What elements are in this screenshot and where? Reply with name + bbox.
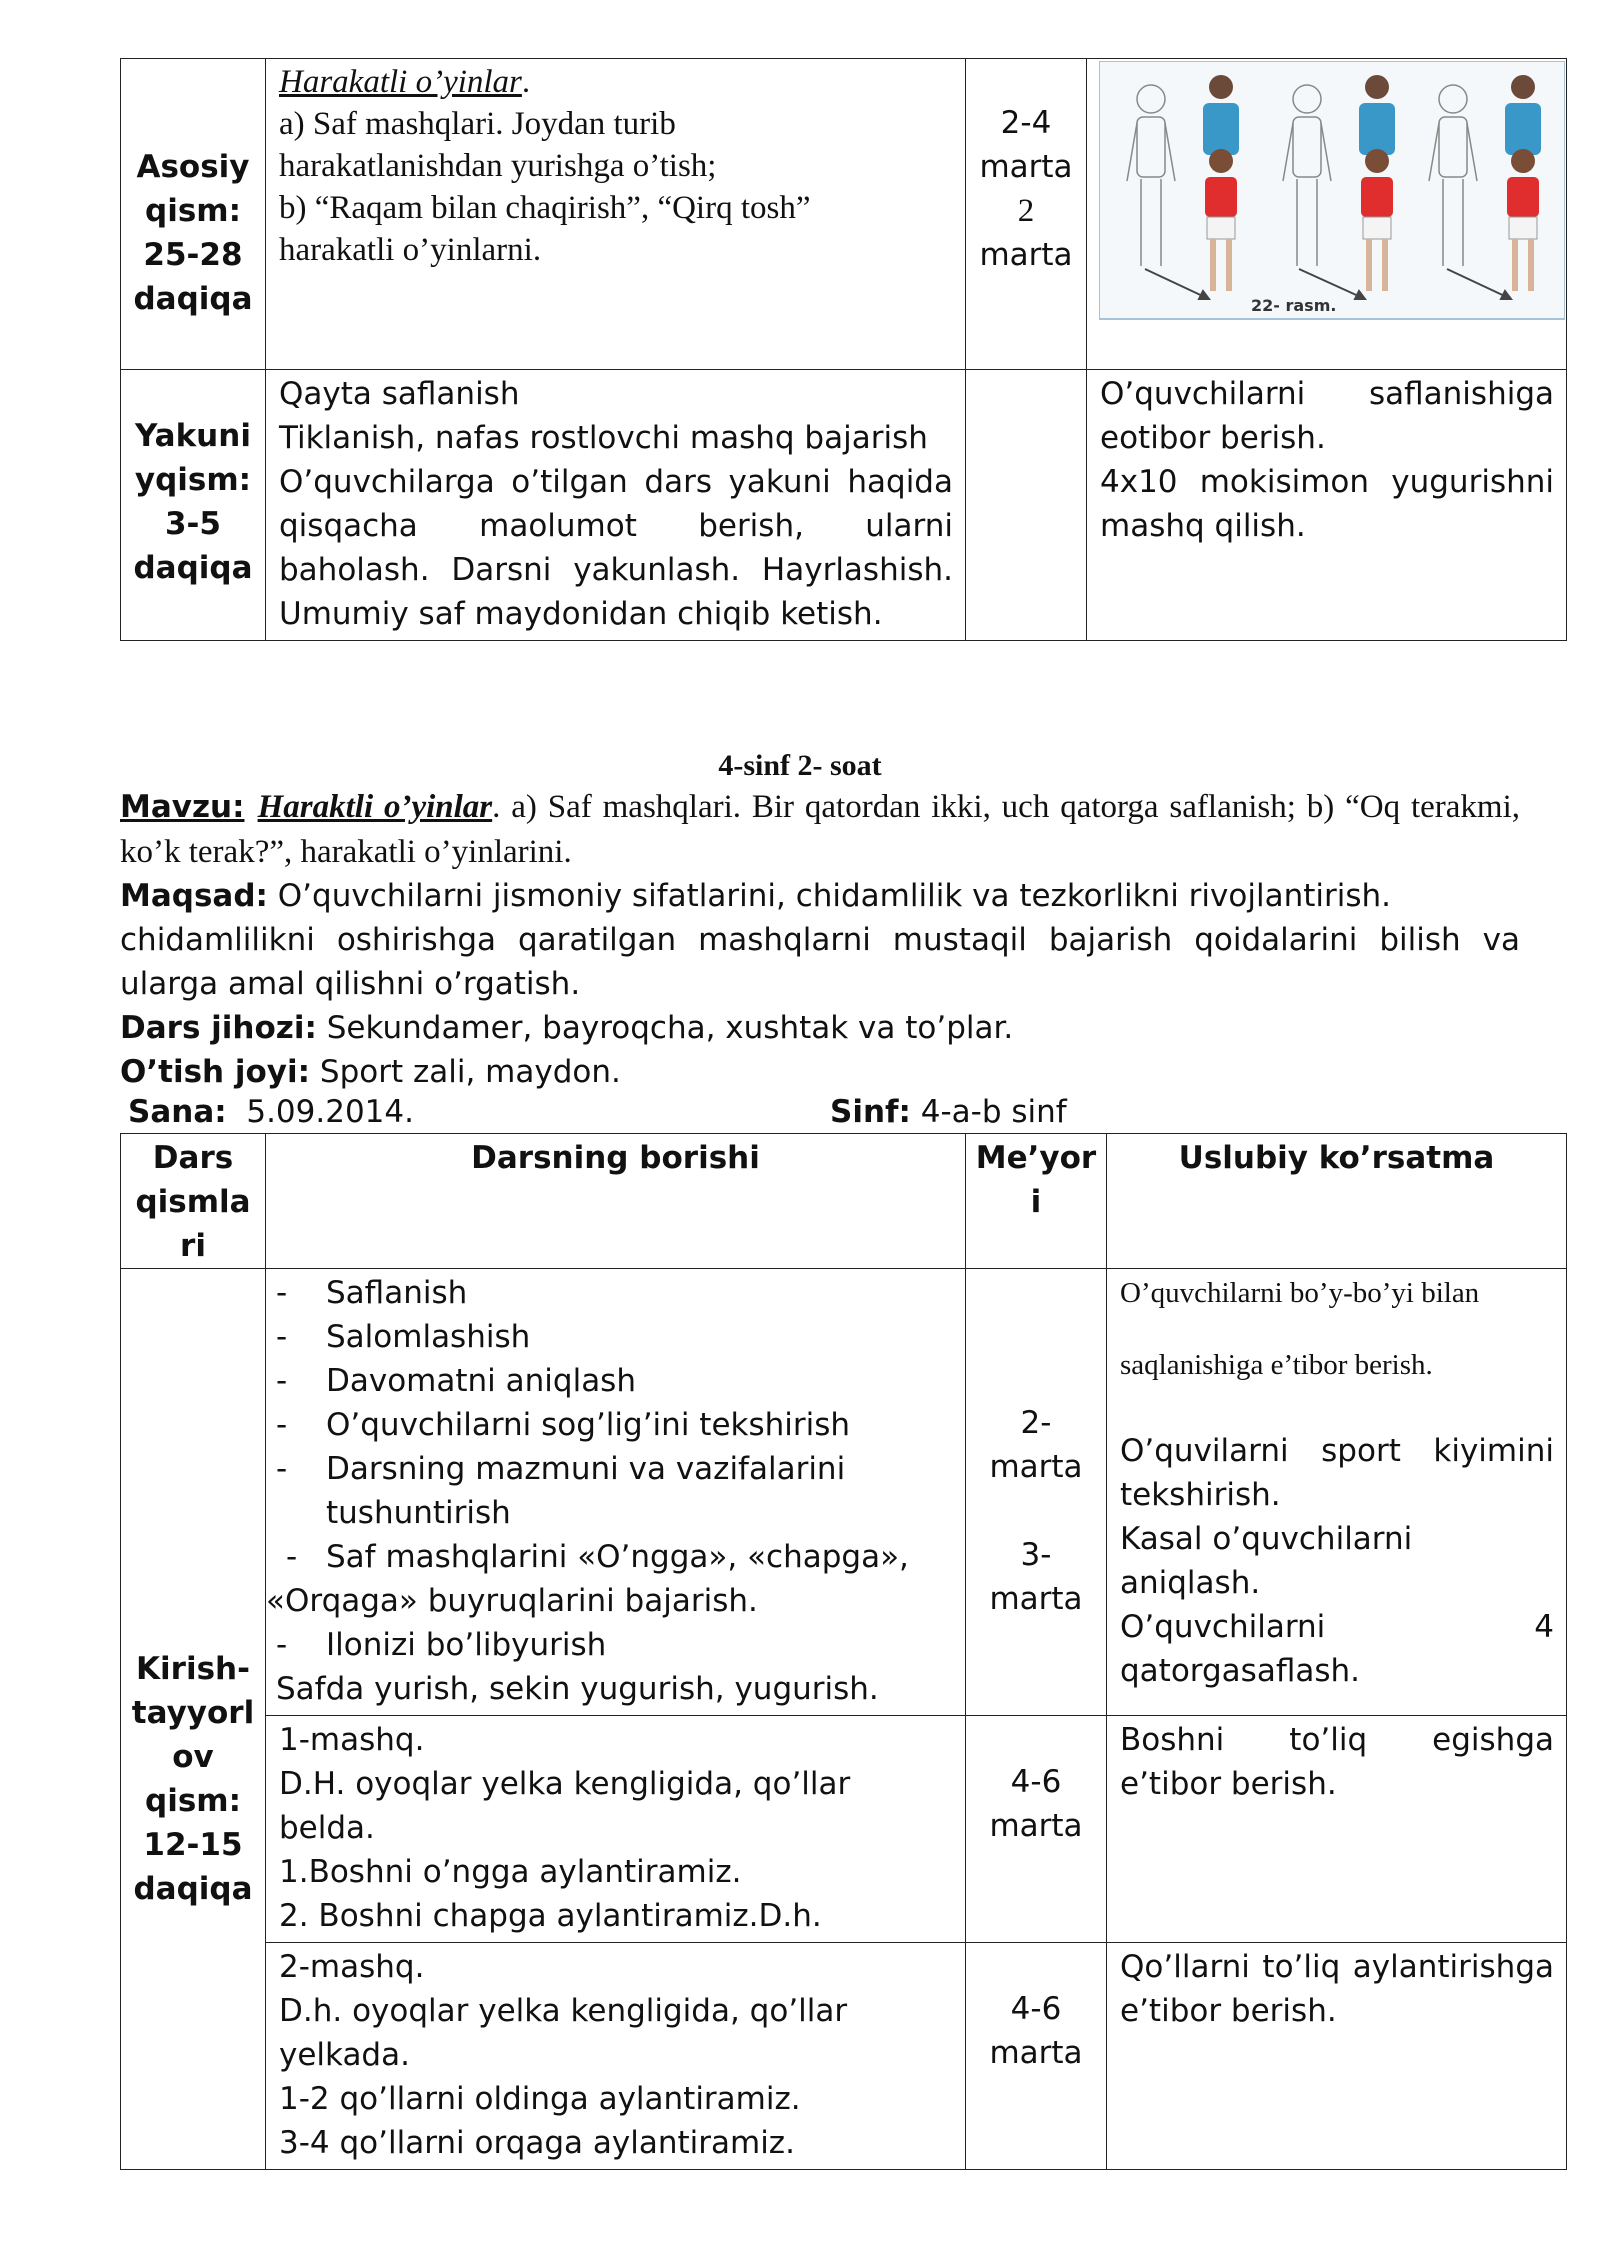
- method-note-3: Qo’llarni to’liq aylantirishga e’tibor berish.: [1120, 1949, 1554, 2029]
- note-line: O’quvchilarni saflanishiga eotibor berish.: [1100, 376, 1554, 456]
- mashq-2: 2-mashq. D.h. oyoqlar yelka kengligida, qo’llar yelkada. 1-2 qo’llarni oldinga aylantiramiz. 3-4 qo’llarni orqaga aylantiramiz.: [279, 1949, 848, 2161]
- content-line: b) “Raqam bilan chaqirish”, “Qirq tosh”: [279, 190, 811, 226]
- dose-asosiy: 2-4 marta 2 marta: [979, 105, 1073, 273]
- header-parts: Dars qismla ri: [121, 1134, 266, 1269]
- dose-1: 2- marta 3- marta: [989, 1405, 1083, 1617]
- yakuni-notes: [1087, 370, 1566, 552]
- content-cell-yakuni: [266, 370, 966, 641]
- part-cell-kirish: [121, 1269, 266, 2170]
- method-cell-3: [1107, 1943, 1567, 2170]
- list-item: - Davomatni aniqlash: [276, 1363, 636, 1399]
- content-line: Tiklanish, nafas rostlovchi mashq bajarish: [279, 420, 928, 456]
- dose-cell-asosiy: [966, 59, 1087, 370]
- list-item: - Darsning mazmuni va vazifalarini tushuntirish: [276, 1451, 846, 1531]
- method-note-2: Boshni to’liq egishga e’tibor berish.: [1120, 1722, 1554, 1802]
- lesson-plan-table: [120, 1133, 1567, 2170]
- sinf-line: [830, 1090, 1067, 1134]
- dose-3: 4-6 marta: [989, 1991, 1083, 2071]
- header-progress: Darsning borishi: [266, 1134, 966, 1269]
- figure-caption: 22- rasm.: [1251, 296, 1337, 315]
- table-row: [121, 1269, 1567, 1716]
- yakuni-content: [266, 370, 965, 640]
- progress-list: [266, 1269, 965, 1715]
- mavzu-line: [120, 784, 1520, 874]
- content-line: harakatli o’yinlarni.: [279, 232, 542, 268]
- method-notes-1: O’quvchilarni bo’y-bo’yi bilan saqlanishiga e’tibor berish. O’quvilarni sport kiyimini tekshirish. Kasal o’quvchilarni aniqlash. O’quvchilarni 4 qatorgasaflash.: [1120, 1277, 1554, 1689]
- list-item-last: Safda yurish, sekin yugurish, yugurish.: [276, 1671, 879, 1707]
- jihoz-line: Dars jihozi: Sekundamer, bayroqcha, xushtak va to’plar.: [120, 1010, 1014, 1046]
- mavzu-label: Mavzu:: [120, 789, 245, 825]
- list-item-cont: «Orqaga» buyruqlarini bajarish.: [266, 1583, 758, 1619]
- table-row: [121, 1943, 1567, 2170]
- topic-title: Harakatli o’yinlar: [279, 64, 522, 100]
- list-item: - Salomlashish: [276, 1319, 531, 1355]
- content-cell-asosiy: [266, 59, 966, 370]
- mavzu-title: Haraktli o’yinlar: [257, 789, 493, 825]
- part-label-asosiy: Asosiy qism: 25-28 daqiqa: [133, 149, 253, 317]
- mavzu-text: . a) Saf mashqlari. Bir qatordan ikki, uch qatorga saflanish; b) “Oq terakmi, ko’k terak?”, harakatli o’yinlarini.: [120, 789, 1520, 870]
- content-line: a) Saf mashqlari. Joydan turib: [279, 106, 676, 142]
- progress-cell-3: [266, 1943, 966, 2170]
- method-cell-1: [1107, 1269, 1567, 1716]
- part-label-yakuni: Yakuni yqism: 3-5 daqiqa: [133, 418, 253, 586]
- sinf-value: 4-a-b sinf: [920, 1094, 1067, 1130]
- dose-cell-yakuni: [966, 370, 1087, 641]
- sana-label: Sana:: [128, 1094, 227, 1130]
- content-line: O’quvchilarga o’tilgan dars yakuni haqida qisqacha maolumot berish, ularni baholash. Darsni yakunlash. Hayrlashish. Umumiy saf maydonidan chiqib ketish.: [279, 464, 953, 632]
- maqsad-line: Maqsad: O’quvchilarni jismoniy sifatlarini, chidamlilik va tezkorlikni rivojlantirish.: [120, 878, 1391, 914]
- method-cell-2: [1107, 1716, 1567, 1943]
- progress-cell-2: [266, 1716, 966, 1943]
- part-label-kirish: Kirish- tayyorl ov qism: 12-15 daqiqa: [131, 1651, 255, 1907]
- part-cell-yakuni: [121, 370, 266, 641]
- figure-cell: [1087, 59, 1567, 370]
- sana-value: 5.09.2014.: [246, 1094, 414, 1130]
- header-method: Uslubiy ko’rsatma: [1107, 1134, 1567, 1269]
- header-norm: Me’yor i: [966, 1134, 1107, 1269]
- progress-cell-1: [266, 1269, 966, 1716]
- saf-figure-image: [1099, 61, 1565, 323]
- header-row: [121, 1134, 1567, 1269]
- note-line: 4x10 mokisimon yugurishni mashq qilish.: [1100, 464, 1554, 544]
- lesson-info: [120, 784, 1520, 1094]
- content-line: harakatlanishdan yurishga o’tish;: [279, 148, 717, 184]
- sana-line: [128, 1090, 414, 1134]
- part-cell-asosiy: [121, 59, 266, 370]
- list-item: - Ilonizi bo’libyurish: [276, 1627, 607, 1663]
- joy-line: O’tish joyi: Sport zali, maydon.: [120, 1054, 621, 1090]
- maqsad-line-2: chidamlilikni oshirishga qaratilgan mashqlarni mustaqil bajarish qoidalarini bilish va ularga amal qilishni o’rgatish.: [120, 922, 1520, 1002]
- top-lesson-table: [120, 58, 1567, 641]
- list-item: - Saf mashqlarini «O’ngga», «chapga»,: [286, 1539, 909, 1575]
- notes-cell-yakuni: [1087, 370, 1567, 641]
- list-item: - Saflanish: [276, 1275, 468, 1311]
- lesson-heading: 4-sinf 2- soat: [718, 749, 882, 782]
- asosiy-content: Harakatli o’yinlar. a) Saf mashqlari. Joydan turib harakatlanishdan yurishga o’tish; b) “Raqam bilan chaqirish”, “Qirq tosh” harakatli o’yinlarni.: [266, 59, 965, 275]
- table-row: [121, 1716, 1567, 1943]
- dose-2: 4-6 marta: [989, 1764, 1083, 1844]
- mashq-1: 1-mashq. D.H. oyoqlar yelka kengligida, qo’llar belda. 1.Boshni o’ngga aylantiramiz. 2. Boshni chapga aylantiramiz.D.h.: [279, 1722, 851, 1934]
- content-line: Qayta saflanish: [279, 376, 520, 412]
- sinf-label: Sinf:: [830, 1094, 911, 1130]
- dose-cell-3: [966, 1943, 1107, 2170]
- dose-cell-2: [966, 1716, 1107, 1943]
- dose-cell-1: [966, 1269, 1107, 1716]
- list-item: - O’quvchilarni sog’lig’ini tekshirish: [276, 1407, 851, 1443]
